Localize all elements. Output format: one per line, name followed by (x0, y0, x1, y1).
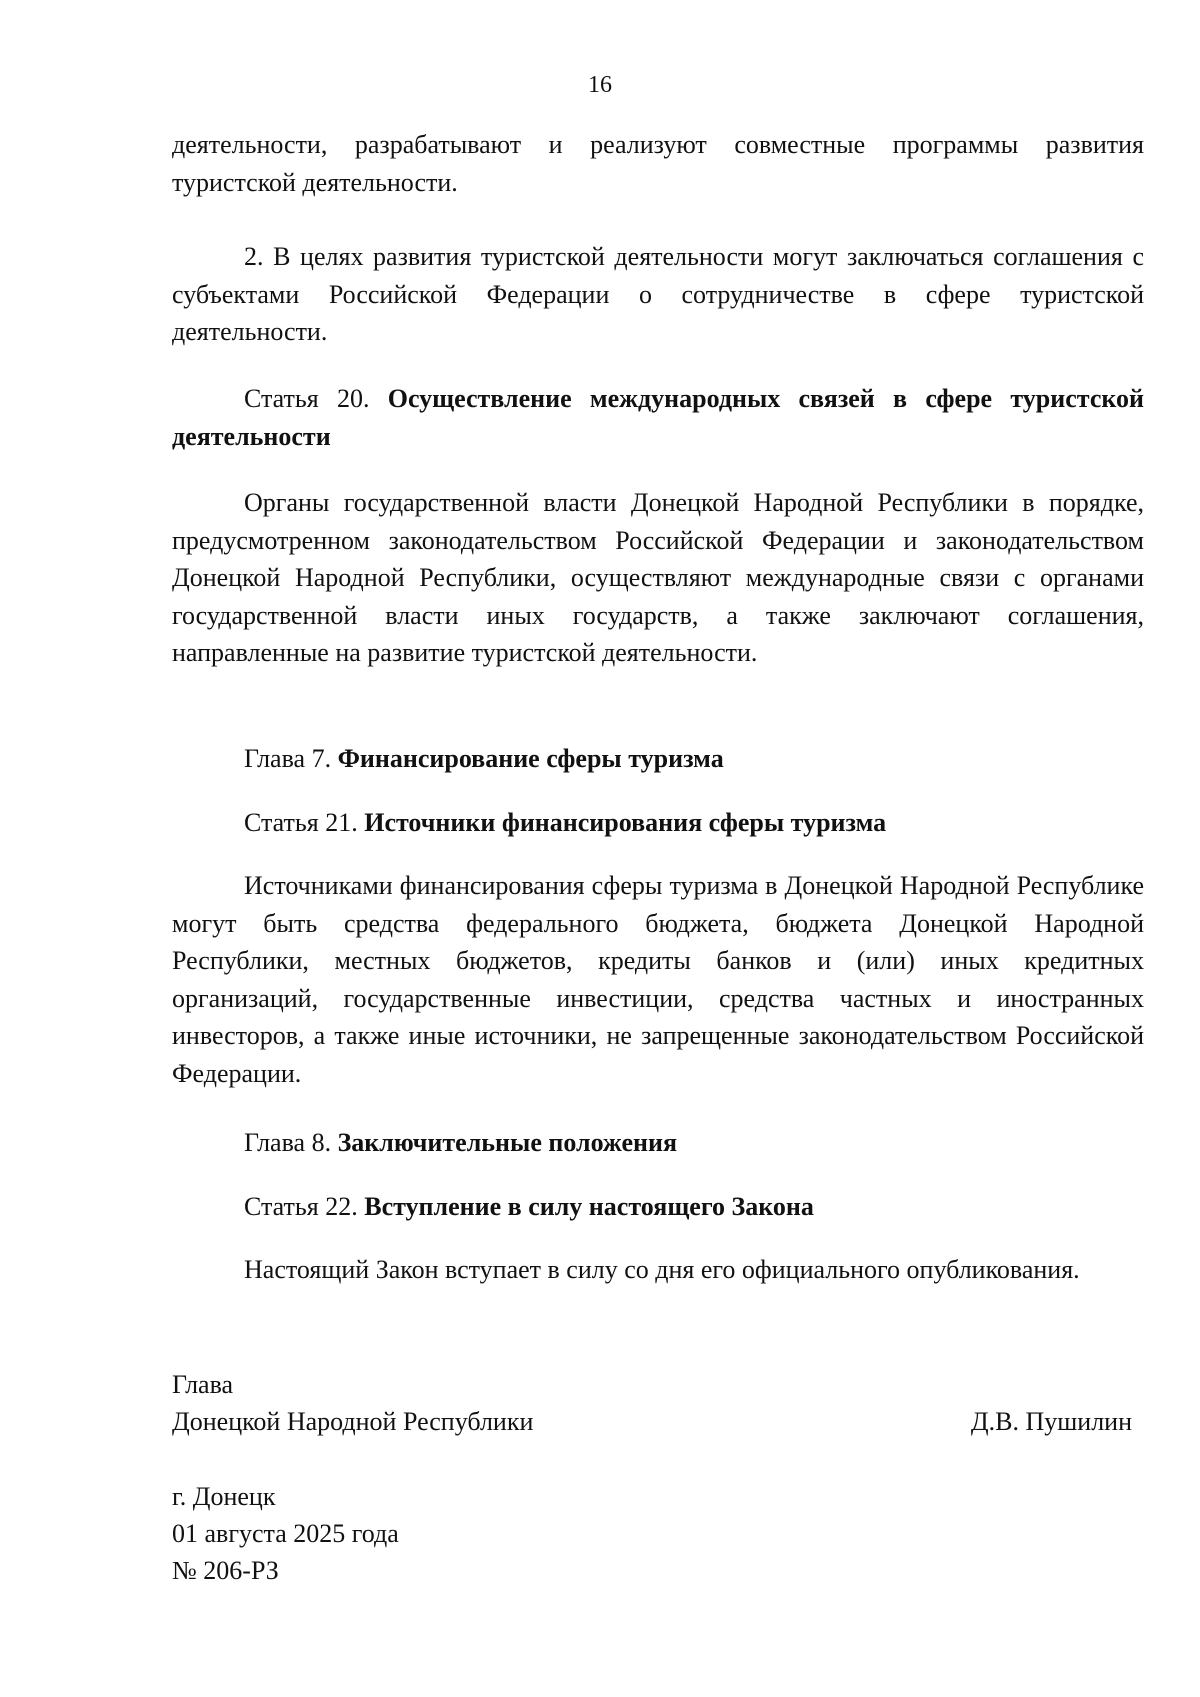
article-20-text: Органы государственной власти Донецкой Народной Республики в порядке, предусмотренном законодательством Российской Федерации и законодательством Донецкой Народной Республики, осуществляют международные связи с органами государственной власти иных государств, а также заключают соглашения, направленные на развитие туристской деятельности. (172, 488, 1144, 667)
page-number: 16 (588, 72, 612, 98)
article-20-label: Статья 20. (244, 384, 370, 413)
law-number: № 206-РЗ (172, 1556, 279, 1585)
paragraph-clause-2: 2. В целях развития туристской деятельности могут заключаться соглашения с субъектами Российской Федерации о сотрудничестве в сфере туристской деятельности. (172, 242, 1144, 346)
article-21-label: Статья 21. (244, 808, 358, 837)
article-20-title: Осуществление международных связей в сфере туристской деятельности (172, 384, 1144, 451)
article-20-heading (172, 380, 1144, 455)
chapter-8-title: Заключительные положения (337, 1128, 678, 1157)
signatory-position-line-1: Глава (172, 1370, 234, 1399)
article-21-title: Источники финансирования сферы туризма (364, 808, 887, 837)
chapter-8-heading (172, 1124, 1144, 1162)
signing-date: 01 августа 2025 года (172, 1519, 399, 1548)
article-21-heading (172, 804, 1144, 842)
chapter-8-label: Глава 8. (244, 1128, 332, 1157)
chapter-7-label: Глава 7. (244, 744, 332, 773)
chapter-7-heading (172, 740, 1144, 778)
paragraph-continuation: деятельности, разрабатывают и реализуют совместные программы развития туристской деятельности. (172, 130, 1144, 197)
article-21-text: Источниками финансирования сферы туризма в Донецкой Народной Республике могут быть средства федерального бюджета, бюджета Донецкой Народной Республики, местных бюджетов, кредиты банков и (или) иных кредитных организаций, государственные инвестиции, средства частных и иностранных инвесторов, а также иные источники, не запрещенные законодательством Российской Федерации. (172, 871, 1144, 1088)
chapter-7-title: Финансирование сферы туризма (337, 744, 724, 773)
article-22-heading (172, 1188, 1144, 1226)
signing-place: г. Донецк (172, 1482, 276, 1511)
article-22-title: Вступление в силу настоящего Закона (364, 1192, 814, 1221)
signatory-name: Д.В. Пушилин (970, 1407, 1132, 1436)
signatory-position-line-2: Донецкой Народной Республики (172, 1407, 534, 1436)
article-22-label: Статья 22. (244, 1192, 358, 1221)
article-22-text: Настоящий Закон вступает в силу со дня его официального опубликования. (244, 1255, 1080, 1284)
